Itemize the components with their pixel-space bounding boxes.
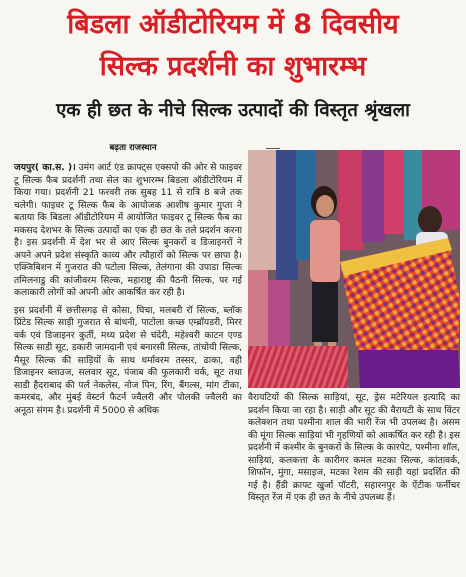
byline-text: बढ़ता राजस्थान (103, 143, 162, 153)
paragraph-text: उमंग आर्ट एंड क्राफ्ट्स एक्सपो की ओर से फाइवर टू सिल्क फैब प्रदर्शनी तथा सेल का शुभारम्भ बिडला ऑडीटोरियम में किया गया। प्रदर्शनी 21 फरवरी तक सुबह 11 से रात्रि 8 बजे तक चलेगी। फाइवर टू सिल्क फैब के आयोजक आशीष कुमार गुप्ता ने बताया कि बिडला ऑडीटोरियम में आयोजित फाइवर टू सिल्क फैब का मकसद देशभर के सिल्क उत्पादों का एक ही छत के तले प्रदर्शन करना है। इस प्रदर्शनी में देश भर से आए सिल्क बुनकरों व डिजाइनरों ने अपने अपने प्रदेश संस्कृति काव्य और त्यौहारों को सिल्क पर छापा है। एक्जिबिशन में गुजरात की पटोला सिल्क, तेलंगाना की उपाडा सिल्क तमिलनाडु की कांजीवरम सिल्क, महाराष्ट्र की पैठनी सिल्क, पर गई कलाकारी लोगों को अपनी ओर आकर्षित कर रही है। (14, 163, 242, 298)
article-paragraph (14, 162, 242, 300)
headline-line-2: सिल्क प्रदर्शनी का शुभारम्भ (99, 51, 367, 82)
article-paragraph: वैरायटियों की सिल्क साड़ियां, सूट, ड्रेस मटेरियल इत्यादि का प्रदर्शन किया जा रहा है। साड़ी और सूट की वैरायटी के साथ विंटर कलेक्शन तथा पश्मीना शाल की भारी रेंज भी उपलब्ध है। असम की मूंगा सिल्क साड़ियां भी गृहणियों को आकर्षित कर रही है। इस प्रदर्शनी में कश्मीर के बुनकरों के सिल्क के कारपेट, पश्मीना शॉल, साड़ियां, कलकत्ता के कारीगर कमल मटका सिल्क, कांतावर्क, शिफॉन, मुंगा, मसाइज, मटका रेशम की साड़ी यहां प्रदर्शित की गई है। हैंडी क्राफ्ट खुर्जा पॉटरी, सहारनपुर के ऐंटीक फर्नीचर विस्तृत रेंज में एक ही छत के नीचे उपलब्ध हैं। (248, 393, 460, 503)
exhibition-photo-illustration (248, 150, 460, 388)
article-column-left (14, 162, 242, 422)
byline (0, 142, 266, 153)
subheadline: एक ही छत के नीचे सिल्क उत्पादों की विस्तृत श्रृंखला (56, 100, 410, 121)
article-column-right (248, 392, 460, 510)
headline-line-1: बिडला ऑडीटोरियम में 8 दिवसीय (67, 9, 399, 40)
news-photo (248, 150, 460, 388)
dateline: जयपुर( का.स. )। (14, 163, 76, 173)
article-paragraph: इस प्रदर्शनी में छत्तीसगढ़ से कोसा, घिचा, मलबरी रॉ सिल्क, ब्लॉक प्रिंटेड सिल्क साड़ी गुजरात से बांधनी, पाटोला कच्छ एम्ब्रॉयडरी, मिरर वर्क एवं डिजाइनर कुर्ती, मध्य प्रदेश से चंदेरी, महेश्वरी काटन एण्ड सिल्क साडी सूट, डकारी जामदानी एवं बनारसी सिल्क, तांचोयी सिल्क, मैसूर सिल्क की साड़ियों के साथ धर्मावरम तस्सर, ढाका, वही डिजाइनर ब्लाउज, सलवार सूट, पंजाब की फुलकारी वर्क, सूट तथा साडी हैदराबाद की पर्ल नेकलेस, नोज पिन, रिंग, बैंगल्स, मांग टीका, कमरबंद, और मुंबई वेस्टर्न फैटर्न ज्वैलरी और पोलकी ज्वैलरी का अनूठा संगम है। प्रदर्शनी में 5000 से अधिक (14, 305, 242, 416)
